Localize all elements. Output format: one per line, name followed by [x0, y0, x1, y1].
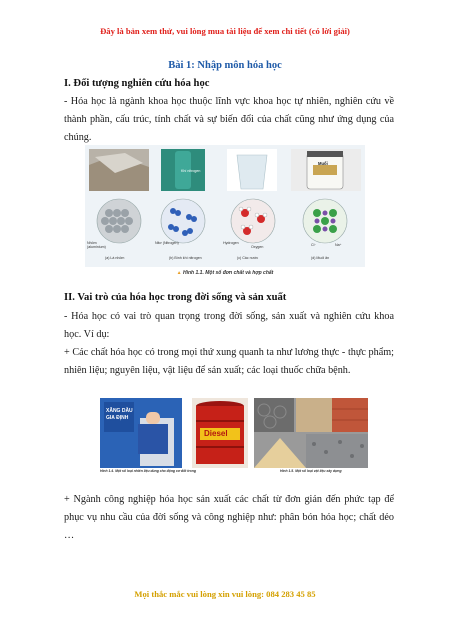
figure1-4-caption: Hình 1.4. Một số loại nhiên liệu dùng cho động cơ đốt trong	[100, 469, 196, 473]
preview-banner: Đây là bản xem thử, vui lòng mua tài liệu để xem chi tiết (có lời giải)	[100, 26, 350, 36]
oxygen-label: Oxygen	[251, 245, 264, 249]
figure1-caption-row	[0, 270, 450, 276]
figure1-5-caption: Hình 1.5. Một số loại vật liệu xây dựng	[280, 469, 342, 473]
diesel-barrel-label: Diesel	[204, 429, 228, 438]
caption-triangle-icon: ▲	[176, 270, 182, 276]
nitrogen-tank-label: Khí nitrogen	[181, 169, 201, 173]
nitrogen-label: Nitơ (Nitrogen)	[155, 241, 179, 245]
aluminium-label: Nhôm (aluminium)	[87, 241, 106, 249]
caption-b: (b) Bình khí nitrogen	[169, 256, 202, 260]
chloride-label: Cl⁻	[311, 243, 317, 247]
caption-a: (a) Lá nhôm	[105, 256, 125, 260]
hydrogen-label: Hydrogen	[223, 241, 239, 245]
caption-c: (c) Các nước	[237, 256, 259, 260]
section-heading-1: I. Đối tượng nghiên cứu hóa học	[64, 78, 210, 89]
lesson-title: Bài 1: Nhập môn hóa học	[168, 60, 282, 71]
salt-jar-label: Muối	[318, 161, 328, 166]
section1-paragraph: - Hóa học là ngành khoa học thuộc lĩnh vực khoa học tự nhiên, nghiên cứu về thành phần, cấu trúc, tính chất và sự biến đổi của chất cũng như ứng dụng của chúng.	[64, 96, 394, 144]
sodium-label: Na⁺	[335, 243, 342, 247]
caption-d: (d) Muối ăn	[311, 256, 330, 260]
figure1-caption: Hình 1.1. Một số đơn chất và hợp chất	[183, 270, 274, 276]
gas-station-sign: XĂNG DẦU GIA ĐỊNH	[106, 408, 133, 421]
figure-substances	[85, 145, 365, 267]
figure-fuel-materials	[100, 398, 368, 476]
footer-contact: Mọi thắc mắc vui lòng xin vui lòng: 084 283 45 85	[134, 589, 316, 599]
section2-paragraph-1: - Hóa học có vai trò quan trọng trong đời sống, sản xuất và nghiên cứu khoa học. Ví dụ:	[64, 311, 394, 341]
section-heading-2: II. Vai trò của hóa học trong đời sống và sản xuất	[64, 292, 287, 303]
section3-paragraph: + Ngành công nghiệp hóa học sản xuất các chất từ đơn giản đến phức tạp để phục vụ nhu cầu của đời sống và công nghiệp như: phân bón hóa học; chất dẻo …	[64, 494, 394, 542]
figure-fuel-materials-illustration	[100, 398, 368, 476]
section2-paragraph-2: + Các chất hóa học có trong mọi thứ xung quanh ta như lương thực - thực phẩm; nhiên liệu; nguyên liệu, vật liệu để sản xuất; các loại thuốc chữa bệnh.	[64, 347, 394, 377]
